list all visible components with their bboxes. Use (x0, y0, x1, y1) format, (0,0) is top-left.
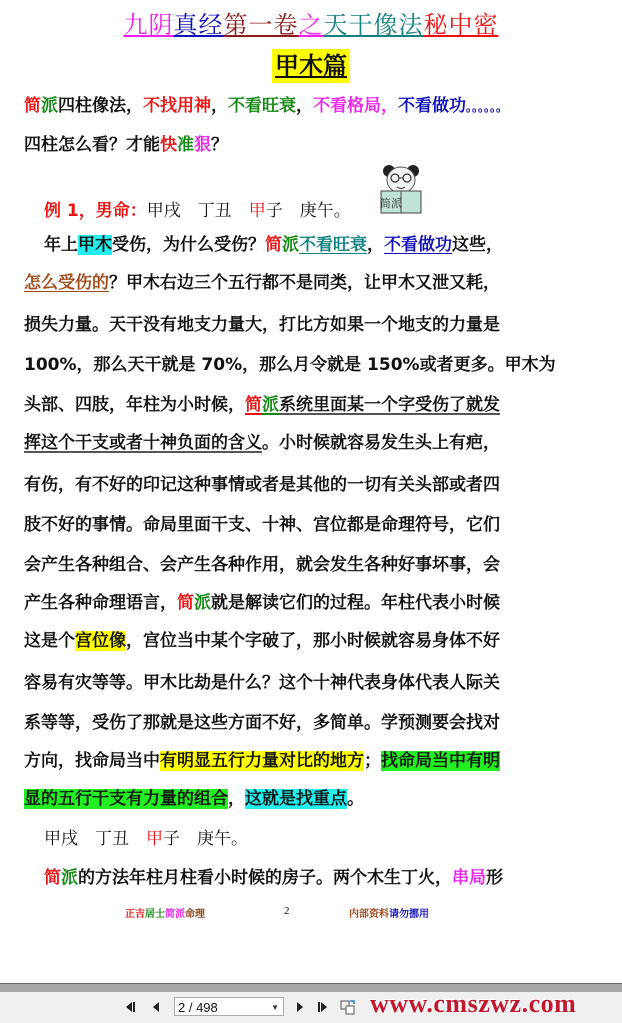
title-part: 第一卷 (223, 11, 299, 39)
footer-notice: 内部资料请勿挪用 (349, 909, 429, 920)
last-page-icon[interactable] (314, 999, 330, 1015)
title-part: 秘中密 (423, 11, 499, 39)
text-line: 损失力量。天干没有地支力量大，打比方如果一个地支的力量是 (24, 315, 500, 335)
first-page-icon[interactable] (124, 999, 140, 1015)
footer-author: 正吉居士简派命理 (125, 909, 205, 920)
example-line: 例 1，男命：甲戌 丁丑 甲子 庚午。 (44, 201, 351, 221)
text-line: 怎么受伤的？甲木右边三个五行都不是同类，让甲木又泄又耗， (24, 273, 500, 293)
panda-mascot-icon (378, 163, 424, 215)
footer-page-number: 2 (284, 905, 290, 917)
document-title (0, 8, 622, 42)
next-page-icon[interactable] (292, 999, 308, 1015)
chapter-subtitle: 甲木篇 (272, 49, 350, 83)
svg-text:简派: 简派 (380, 197, 402, 210)
text-line: 显的五行干支有力量的组合，这就是找重点。 (24, 789, 364, 809)
title-part: 天干像法 (323, 11, 424, 39)
text-line: 年上甲木受伤，为什么受伤？简派不看旺衰，不看做功这些， (44, 235, 503, 255)
text-line: 会产生各种组合、会产生各种作用，就会发生各种好事坏事，会 (24, 555, 500, 575)
text-line: 简派四柱像法，不找用神，不看旺衰，不看格局，不看做功。。。。。。 (24, 96, 509, 116)
viewer-toolbar (0, 989, 622, 1023)
text-line: 头部、四肢，年柱为小时候，简派系统里面某一个字受伤了就发 (24, 395, 500, 415)
text-line: 这是个宫位像，宫位当中某个字破了，那小时候就容易身体不好 (24, 631, 500, 651)
text-line: 简派的方法年柱月柱看小时候的房子。两个木生丁火，串局形 (44, 868, 503, 888)
page-number-select[interactable]: 2 / 498 ▼ (174, 997, 284, 1016)
title-part: 之 (298, 11, 324, 39)
text-line: 方向，找命局当中有明显五行力量对比的地方；找命局当中有明 (24, 751, 500, 771)
text-line: 产生各种命理语言，简派就是解读它们的过程。年柱代表小时候 (24, 593, 500, 613)
title-part: 真经 (173, 11, 224, 39)
title-part: 九阴 (123, 11, 174, 39)
text-line: 肢不好的事情。命局里面干支、十神、宫位都是命理符号，它们 (24, 515, 500, 535)
chevron-down-icon: ▼ (271, 1003, 279, 1012)
text-line: 容易有灾等等。甲木比劫是什么？这个十神代表身体代表人际关 (24, 673, 500, 693)
text-line: 挥这个干支或者十神负面的含义。小时候就容易发生头上有疤， (24, 433, 500, 453)
text-line: 四柱怎么看？才能快准狠？ (24, 135, 228, 155)
site-watermark: www.cmszwz.com (370, 989, 577, 1018)
text-line: 有伤，有不好的印记这种事情或者是其他的一切有关头部或者四 (24, 475, 500, 495)
example-line: 甲戌 丁丑 甲子 庚午。 (44, 829, 248, 849)
previous-page-icon[interactable] (148, 999, 164, 1015)
rotate-view-icon[interactable] (340, 999, 356, 1015)
text-line: 系等等，受伤了那就是这些方面不好，多简单。学预测要会找对 (24, 713, 500, 733)
text-line: 100%，那么天干就是 70%，那么月令就是 150%或者更多。甲木为 (24, 355, 556, 375)
